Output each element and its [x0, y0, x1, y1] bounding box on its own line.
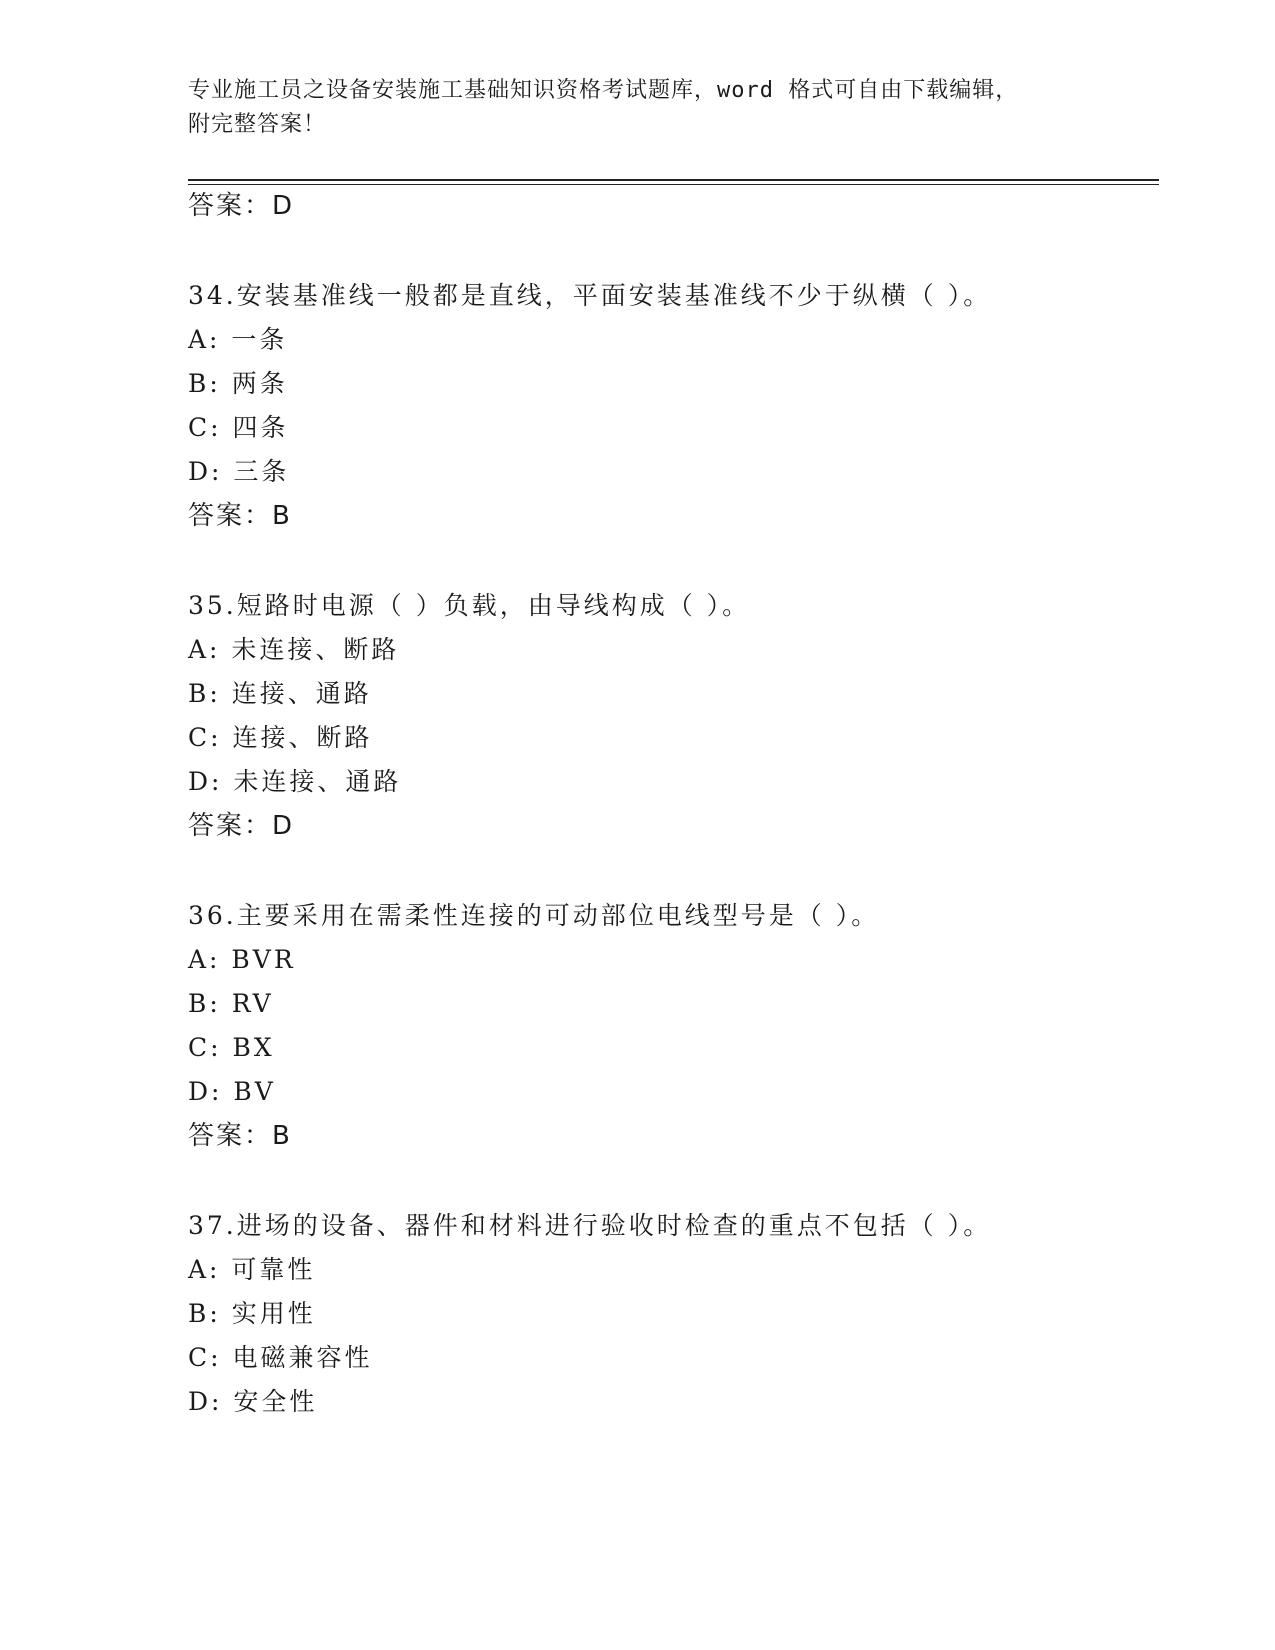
q34-option-b: B: 两条 [188, 369, 288, 398]
answer-34: 答案：B [188, 501, 292, 531]
q36-option-d: D: BV [188, 1077, 276, 1106]
q37-option-a: A: 可靠性 [188, 1255, 316, 1284]
q37-option-c: C: 电磁兼容性 [188, 1343, 373, 1372]
question-35: 35.短路时电源（ ）负载，由导线构成（ ）。 [188, 591, 751, 620]
header-title-line-1: 专业施工员之设备安装施工基础知识资格考试题库，word 格式可自由下载编辑， [188, 78, 1019, 103]
q37-option-d: D: 安全性 [188, 1387, 318, 1416]
header-title-line-2: 附完整答案！ [188, 112, 327, 137]
q35-option-d: D: 未连接、通路 [188, 767, 402, 796]
question-34: 34.安装基准线一般都是直线，平面安装基准线不少于纵横（ ）。 [188, 281, 992, 310]
question-36: 36.主要采用在需柔性连接的可动部位电线型号是（ ）。 [188, 901, 880, 930]
header-divider-thick [188, 179, 1159, 181]
answer-35: 答案：D [188, 811, 295, 841]
q34-option-d: D: 三条 [188, 457, 290, 486]
q36-option-a: A: BVR [188, 945, 296, 974]
q34-option-a: A: 一条 [188, 325, 288, 354]
question-37: 37.进场的设备、器件和材料进行验收时检查的重点不包括（ ）。 [188, 1211, 992, 1240]
q37-option-b: B: 实用性 [188, 1299, 316, 1328]
q35-option-c: C: 连接、断路 [188, 723, 373, 752]
answer-36: 答案：B [188, 1121, 292, 1151]
q36-option-c: C: BX [188, 1033, 275, 1062]
answer-33: 答案：D [188, 191, 295, 221]
q34-option-c: C: 四条 [188, 413, 289, 442]
q35-option-b: B: 连接、通路 [188, 679, 372, 708]
header-divider-thin [188, 184, 1159, 185]
q36-option-b: B: RV [188, 989, 274, 1018]
document-header [188, 74, 1088, 142]
q35-option-a: A: 未连接、断路 [188, 635, 400, 664]
